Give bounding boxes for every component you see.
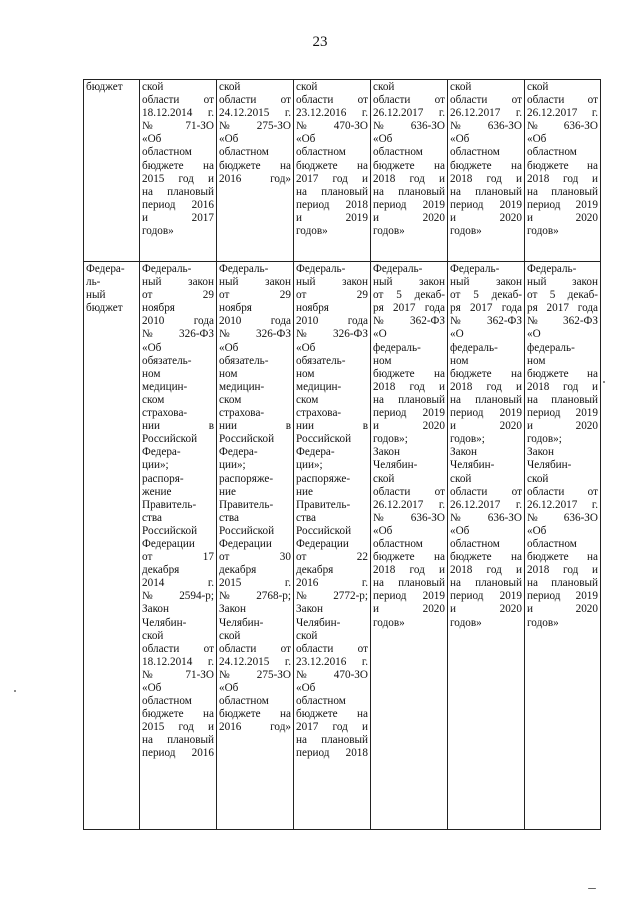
cell-text-line: бюджете на [373, 367, 445, 380]
cell-text-line: бюджете на [527, 159, 598, 172]
cell-text-line: Федерации [296, 537, 349, 550]
cell-text-line: от 30 [219, 551, 291, 564]
cell-text-line: федераль- [450, 341, 498, 354]
cell-text-line: Российской [142, 524, 198, 537]
cell-text-line: на плановый [142, 185, 214, 198]
cell-text-line: от 29 [219, 289, 291, 302]
cell-text-line: области от [296, 642, 368, 655]
cell-text-line: Челябин- [219, 616, 264, 629]
table-cell [217, 80, 294, 262]
cell-text-line: годов» [527, 225, 559, 238]
cell-text-line: 23.12.2016 г. [296, 107, 368, 120]
cell-text-line: декабря [296, 564, 334, 577]
cell-text-line: и 2020 [450, 211, 522, 224]
cell-text-line: Федера- [142, 446, 181, 459]
cell-text-line: областном [373, 537, 423, 550]
cell-text-line: ском [296, 393, 319, 406]
cell-text-line: № 2772-р; [296, 590, 368, 603]
cell-text-line: страхова- [296, 407, 342, 420]
cell-text-line: бюджете на [450, 367, 522, 380]
cell-text-line: от 5 декаб- [373, 289, 445, 302]
cell-text-line: ском [219, 393, 242, 406]
cell-text-line: 26.12.2017 г. [527, 107, 598, 120]
cell-text-line: Челябин- [373, 459, 418, 472]
cell-text-line: декабря [142, 564, 180, 577]
cell-text-line: области от [142, 642, 214, 655]
cell-text-line: период 2019 [373, 198, 445, 211]
table-cell [140, 80, 217, 262]
cell-text-line: на плановый [450, 577, 522, 590]
cell-text-line: областном [296, 695, 346, 708]
cell-text-line: области от [527, 94, 598, 107]
cell-text-line: ние [296, 485, 313, 498]
cell-text-line: № 470-ЗО [296, 668, 368, 681]
cell-text-line: областном [219, 695, 269, 708]
cell-text-line: № 71-ЗО [142, 120, 214, 133]
cell-text-line: Федера- [296, 446, 335, 459]
cell-text-line: № 636-ЗО [450, 120, 522, 133]
cell-text-line: годов» [142, 225, 174, 238]
cell-text-line: на плановый [450, 393, 522, 406]
cell-text-line: и 2020 [527, 211, 598, 224]
cell-text-line: ря 2017 года [450, 302, 522, 315]
cell-text-line: № 326-ФЗ [219, 328, 291, 341]
cell-text-line: ль- [86, 276, 101, 289]
cell-text-line: областном [142, 146, 192, 159]
cell-text-line: Федерации [219, 537, 272, 550]
cell-text-line: на плановый [373, 185, 445, 198]
cell-text-line: ской [142, 629, 164, 642]
cell-text-line: медицин- [296, 380, 342, 393]
cell-text-line: ской [373, 472, 395, 485]
cell-text-line: области от [450, 94, 522, 107]
cell-text-line: Федераль- [527, 263, 577, 275]
cell-text-line: области от [373, 94, 445, 107]
cell-text-line: 26.12.2017 г. [373, 498, 445, 511]
row-label-cell [84, 262, 140, 830]
cell-text-line: области от [296, 94, 368, 107]
cell-text-line: 2018 год и [450, 564, 522, 577]
cell-text-line: № 636-ЗО [527, 511, 598, 524]
cell-text-line: от 22 [296, 551, 368, 564]
cell-text-line: «Об [373, 133, 393, 146]
cell-text-line: период 2019 [373, 590, 445, 603]
table-cell [448, 80, 525, 262]
cell-text-line: нии в [142, 420, 214, 433]
cell-text-line: ный закон [142, 276, 214, 289]
cell-text-line: областном [450, 537, 500, 550]
cell-text-line: 23.12.2016 г. [296, 655, 368, 668]
cell-text-line: 2018 год и [450, 380, 522, 393]
scan-speck [14, 690, 16, 692]
cell-text-line: 2015 г. [219, 577, 291, 590]
cell-text-line: ской [450, 472, 472, 485]
cell-text-line: ном [142, 367, 161, 380]
cell-text-line: Закон [296, 603, 324, 616]
cell-text-line: 2016 год» [219, 172, 291, 185]
cell-text-line: Закон [373, 446, 401, 459]
cell-text-line: страхова- [142, 407, 188, 420]
table-row-federal-budget [84, 262, 601, 830]
cell-text-line: федераль- [527, 341, 575, 354]
cell-text-line: ном [219, 367, 238, 380]
cell-text-line: ном [450, 354, 469, 367]
cell-text-line: 2010 года [142, 315, 214, 328]
cell-text-line: Закон [142, 603, 170, 616]
cell-text-line: Правитель- [142, 498, 197, 511]
cell-text-line: ном [296, 367, 315, 380]
cell-text-line: областном [142, 695, 192, 708]
cell-text-line: № 275-ЗО [219, 668, 291, 681]
cell-text-line: «Об [142, 682, 162, 694]
cell-text-line: ции»; [142, 459, 169, 472]
cell-text-line: на плановый [296, 734, 368, 747]
table-cell [294, 80, 371, 262]
cell-text-line: № 470-ЗО [296, 120, 368, 133]
cell-text-line: 18.12.2014 г. [142, 655, 214, 668]
cell-text-line: Челябин- [142, 616, 187, 629]
cell-text-line: ря 2017 года [373, 302, 445, 315]
cell-text-line: Закон [219, 603, 247, 616]
cell-text-line: на плановый [527, 185, 598, 198]
cell-text-line: областном [450, 146, 500, 159]
cell-text-line: Правитель- [219, 498, 274, 511]
cell-text-line: ря 2017 года [527, 302, 598, 315]
cell-text-line: Федераль- [142, 263, 192, 275]
cell-text-line: области от [527, 485, 598, 498]
cell-text-line: период 2019 [373, 407, 445, 420]
cell-text-line: на плановый [296, 185, 368, 198]
cell-text-line: на плановый [142, 734, 214, 747]
cell-text-line: «Об [527, 133, 547, 146]
cell-text-line: № 275-ЗО [219, 120, 291, 133]
cell-text-line: «О [450, 328, 464, 341]
cell-text-line: Российской [296, 524, 352, 537]
cell-text-line: № 636-ЗО [527, 120, 598, 133]
cell-text-line: № 326-ФЗ [142, 328, 214, 341]
table-cell [217, 262, 294, 830]
table-cell [525, 262, 601, 830]
cell-text-line: 2018 год и [527, 564, 598, 577]
cell-text-line: бюджете на [450, 551, 522, 564]
cell-text-line: 18.12.2014 г. [142, 107, 214, 120]
cell-text-line: от 5 декаб- [450, 289, 522, 302]
cell-text-line: и 2020 [450, 420, 522, 433]
table-row-regional-budget [84, 80, 601, 262]
cell-text-line: ской [296, 629, 318, 642]
cell-text-line: «Об [296, 682, 316, 694]
cell-text-line: ской [296, 81, 318, 93]
cell-text-line: декабря [219, 564, 257, 577]
cell-text-line: «Об [142, 133, 162, 146]
cell-text-line: период 2019 [527, 407, 598, 420]
cell-text-line: ской [142, 81, 164, 93]
table-cell [294, 262, 371, 830]
table-cell [448, 262, 525, 830]
cell-text-line: ном [373, 354, 392, 367]
row-label-cell [84, 80, 140, 262]
cell-text-line: период 2019 [527, 198, 598, 211]
cell-text-line: на плановый [373, 393, 445, 406]
cell-text-line: на плановый [450, 185, 522, 198]
cell-text-line: Челябин- [527, 459, 572, 472]
cell-text-line: бюджете на [142, 708, 214, 721]
cell-text-line: ской [527, 472, 549, 485]
cell-text-line: 26.12.2017 г. [450, 107, 522, 120]
cell-text-line: «О [373, 328, 387, 341]
cell-text-line: годов»; [527, 433, 562, 446]
cell-text-line: ском [142, 393, 165, 406]
cell-text-line: обязатель- [296, 354, 346, 367]
cell-text-line: медицин- [142, 380, 188, 393]
table-cell [525, 80, 601, 262]
cell-text-line: нии в [219, 420, 291, 433]
cell-text-line: области от [450, 485, 522, 498]
cell-text-line: 2018 год и [527, 172, 598, 185]
cell-text-line: «Об [450, 133, 470, 146]
cell-text-line: Закон [450, 446, 478, 459]
cell-text-line: и 2020 [450, 603, 522, 616]
cell-text-line: 24.12.2015 г. [219, 655, 291, 668]
cell-text-line: области от [219, 642, 291, 655]
cell-text-line: ской [450, 81, 472, 93]
cell-text-line: № 71-ЗО [142, 668, 214, 681]
cell-text-line: период 2018 [296, 198, 368, 211]
cell-text-line: ской [219, 629, 241, 642]
cell-text-line: от 29 [142, 289, 214, 302]
cell-text-line: от 17 [142, 551, 214, 564]
cell-text-line: и 2017 [142, 211, 214, 224]
cell-text-line: годов» [296, 225, 328, 238]
cell-text-line: годов»; [373, 433, 408, 446]
table-cell [371, 262, 448, 830]
cell-text-line: и 2020 [373, 420, 445, 433]
cell-text-line: период 2019 [450, 590, 522, 603]
cell-text-line: Российской [296, 433, 352, 446]
cell-text-line: ноября [219, 302, 252, 315]
cell-text-line: годов» [527, 616, 559, 629]
cell-text-line: «Об [219, 682, 239, 694]
cell-text-line: 2010 года [296, 315, 368, 328]
cell-text-line: «Об [219, 341, 239, 354]
cell-text-line: № 636-ЗО [373, 511, 445, 524]
cell-text-line: от 29 [296, 289, 368, 302]
cell-text-line: Российской [219, 524, 275, 537]
cell-text-line: период 2019 [450, 198, 522, 211]
cell-text-line: Федераль- [373, 263, 423, 275]
cell-text-line: ный закон [450, 276, 522, 289]
cell-text-line: Российской [219, 433, 275, 446]
cell-text-line: № 362-ФЗ [450, 315, 522, 328]
cell-text-line: «Об [296, 133, 316, 146]
cell-text-line: Челябин- [450, 459, 495, 472]
cell-text-line: бюджете на [296, 708, 368, 721]
cell-text-line: и 2020 [373, 603, 445, 616]
cell-text-line: обязатель- [219, 354, 269, 367]
cell-text-line: «Об [296, 341, 316, 354]
cell-text-line: бюджете на [527, 551, 598, 564]
cell-text-line: и 2020 [527, 603, 598, 616]
cell-text-line: 2014 г. [142, 577, 214, 590]
cell-text-line: Федераль- [450, 263, 500, 275]
cell-text-line: распоря- [142, 472, 184, 485]
cell-text-line: период 2016 [142, 747, 214, 760]
cell-text-line: Федера- [219, 446, 258, 459]
cell-text-line: и 2019 [296, 211, 368, 224]
cell-text-line: период 2018 [296, 747, 368, 760]
cell-text-line: ской [527, 81, 549, 93]
cell-text-line: федераль- [373, 341, 421, 354]
cell-text-line: 2017 год и [296, 721, 368, 734]
cell-text-line: на плановый [527, 577, 598, 590]
cell-text-line: областном [296, 146, 346, 159]
cell-text-line: обязатель- [142, 354, 192, 367]
cell-text-line: и 2020 [373, 211, 445, 224]
cell-text-line: 2015 год и [142, 172, 214, 185]
cell-text-line: ный закон [373, 276, 445, 289]
cell-text-line: «Об [527, 524, 547, 537]
table-cell [140, 262, 217, 830]
cell-text-line: ние [219, 485, 236, 498]
cell-text-line: Закон [527, 446, 555, 459]
cell-text-line: областном [527, 146, 577, 159]
cell-text-line: 2010 года [219, 315, 291, 328]
cell-text-line: бюджете на [373, 159, 445, 172]
cell-text-line: № 2768-р; [219, 590, 291, 603]
cell-text-line: страхова- [219, 407, 265, 420]
cell-text-line: и 2020 [527, 420, 598, 433]
cell-text-line: области от [142, 94, 214, 107]
cell-text-line: 26.12.2017 г. [527, 498, 598, 511]
cell-text-line: областном [219, 146, 269, 159]
cell-text-line: 2018 год и [373, 172, 445, 185]
cell-text-line: ции»; [219, 459, 246, 472]
cell-text-line: Федерации [142, 537, 195, 550]
cell-text-line: годов» [450, 225, 482, 238]
cell-text-line: Челябин- [296, 616, 341, 629]
cell-text-line: ноября [142, 302, 175, 315]
scan-speck [603, 381, 605, 383]
cell-text-line: Правитель- [296, 498, 351, 511]
cell-text-line: ный [86, 289, 106, 302]
cell-text-line: ской [219, 81, 241, 93]
cell-text-line: бюджет [86, 81, 123, 93]
cell-text-line: «Об [142, 341, 162, 354]
cell-text-line: бюджете на [219, 159, 291, 172]
cell-text-line: 2016 год» [219, 721, 291, 734]
cell-text-line: период 2016 [142, 198, 214, 211]
cell-text-line: № 326-ФЗ [296, 328, 368, 341]
cell-text-line: 26.12.2017 г. [450, 498, 522, 511]
cell-text-line: бюджет [86, 302, 123, 315]
cell-text-line: Федераль- [219, 263, 269, 275]
budget-sources-table [83, 79, 601, 830]
cell-text-line: Российской [142, 433, 198, 446]
cell-text-line: 2018 год и [527, 380, 598, 393]
cell-text-line: период 2019 [527, 590, 598, 603]
cell-text-line: период 2019 [450, 407, 522, 420]
cell-text-line: бюджете на [296, 159, 368, 172]
cell-text-line: «О [527, 328, 541, 341]
cell-text-line: ства [219, 511, 239, 524]
cell-text-line: Федера- [86, 263, 125, 275]
cell-text-line: нии в [296, 420, 368, 433]
cell-text-line: областном [527, 537, 577, 550]
cell-text-line: ции»; [296, 459, 323, 472]
cell-text-line: № 362-ФЗ [373, 315, 445, 328]
cell-text-line: медицин- [219, 380, 265, 393]
cell-text-line: годов» [373, 616, 405, 629]
cell-text-line: 2016 г. [296, 577, 368, 590]
cell-text-line: бюджете на [219, 708, 291, 721]
cell-text-line: «Об [219, 133, 239, 146]
cell-text-line: № 636-ЗО [450, 511, 522, 524]
cell-text-line: 2015 год и [142, 721, 214, 734]
cell-text-line: ный закон [527, 276, 598, 289]
cell-text-line: ном [527, 354, 546, 367]
cell-text-line: № 362-ФЗ [527, 315, 598, 328]
cell-text-line: 2017 год и [296, 172, 368, 185]
cell-text-line: годов» [373, 225, 405, 238]
cell-text-line: 2018 год и [373, 380, 445, 393]
cell-text-line: 2018 год и [450, 172, 522, 185]
cell-text-line: ства [296, 511, 316, 524]
cell-text-line: «Об [373, 524, 393, 537]
cell-text-line: № 636-ЗО [373, 120, 445, 133]
cell-text-line: области от [219, 94, 291, 107]
cell-text-line: 24.12.2015 г. [219, 107, 291, 120]
table-cell [371, 80, 448, 262]
cell-text-line: ства [142, 511, 162, 524]
cell-text-line: распоряже- [296, 472, 351, 485]
cell-text-line: от 5 декаб- [527, 289, 598, 302]
cell-text-line: бюджете на [527, 367, 598, 380]
cell-text-line: 26.12.2017 г. [373, 107, 445, 120]
cell-text-line: годов» [450, 616, 482, 629]
cell-text-line: областном [373, 146, 423, 159]
cell-text-line: ный закон [296, 276, 368, 289]
cell-text-line: «Об [450, 524, 470, 537]
cell-text-line: бюджете на [142, 159, 214, 172]
page-number: 23 [312, 34, 328, 50]
cell-text-line: годов»; [450, 433, 485, 446]
cell-text-line: на плановый [373, 577, 445, 590]
cell-text-line: Федераль- [296, 263, 346, 275]
cell-text-line: на плановый [527, 393, 598, 406]
cell-text-line: бюджете на [373, 551, 445, 564]
scan-speck [588, 888, 596, 889]
cell-text-line: 2018 год и [373, 564, 445, 577]
cell-text-line: области от [373, 485, 445, 498]
cell-text-line: ный закон [219, 276, 291, 289]
cell-text-line: ноября [296, 302, 329, 315]
cell-text-line: ской [373, 81, 395, 93]
cell-text-line: бюджете на [450, 159, 522, 172]
cell-text-line: жение [142, 485, 172, 498]
cell-text-line: № 2594-р; [142, 590, 214, 603]
cell-text-line: распоряже- [219, 472, 274, 485]
